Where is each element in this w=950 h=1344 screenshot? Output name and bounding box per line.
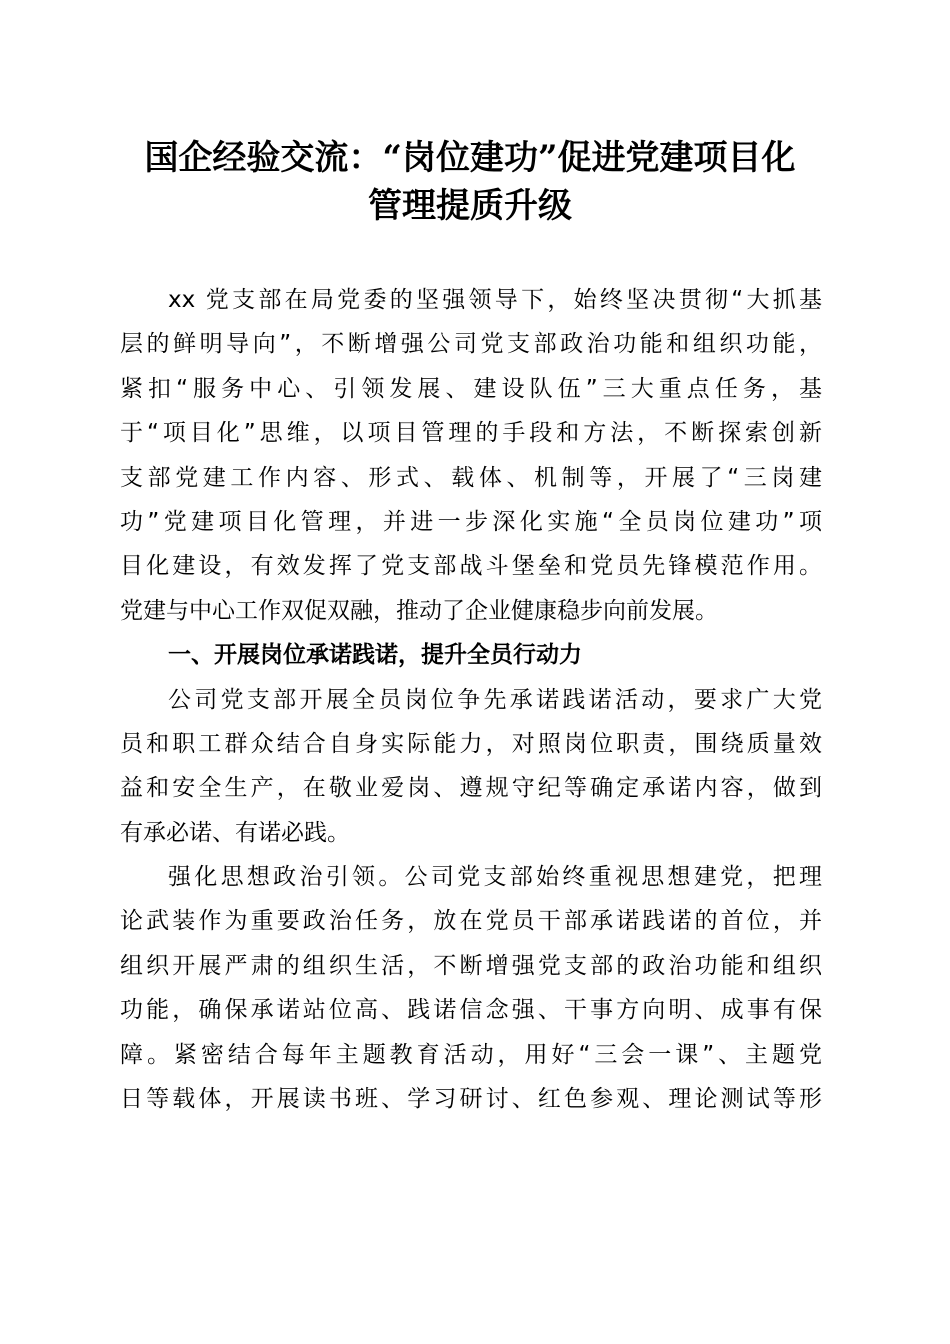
document-body bbox=[120, 278, 822, 1121]
text-line: 支部党建工作内容、形式、载体、机制等，开展了“三岗建 bbox=[120, 464, 822, 491]
document-title bbox=[110, 134, 830, 230]
text-line: 障。紧密结合每年主题教育活动，用好“三会一课”、主题党 bbox=[120, 1041, 822, 1068]
paragraph-commitment bbox=[120, 678, 822, 856]
text-line: 员和职工群众结合自身实际能力，对照岗位职责，围绕质量效 bbox=[120, 730, 822, 757]
text-line: 功”党建项目化管理，并进一步深化实施“全员岗位建功”项 bbox=[120, 508, 822, 535]
text-line: 公司党支部开展全员岗位争先承诺践诺活动，要求广大党 bbox=[168, 686, 822, 713]
text-line: 益和安全生产，在敬业爱岗、遵规守纪等确定承诺内容，做到 bbox=[120, 775, 822, 802]
text-line: 层的鲜明导向”，不断增强公司党支部政治功能和组织功能， bbox=[120, 331, 822, 358]
heading-text: 一、开展岗位承诺践诺，提升全员行动力 bbox=[168, 642, 582, 669]
paragraph-ideology bbox=[120, 855, 822, 1121]
title-line-1: 国企经验交流：“岗位建功”促进党建项目化 bbox=[144, 138, 796, 178]
text-line: 功能，确保承诺站位高、践诺信念强、干事方向明、成事有保 bbox=[120, 997, 822, 1024]
text-line: 论武装作为重要政治任务，放在党员干部承诺践诺的首位，并 bbox=[120, 908, 822, 935]
text-line: 日等载体，开展读书班、学习研讨、红色参观、理论测试等形 bbox=[120, 1086, 822, 1113]
text-line: 目化建设，有效发挥了党支部战斗堡垒和党员先锋模范作用。 bbox=[120, 553, 822, 580]
text-line: 党建与中心工作双促双融，推动了企业健康稳步向前发展。 bbox=[120, 597, 718, 624]
text-line: 组织开展严肃的组织生活，不断增强党支部的政治功能和组织 bbox=[120, 952, 822, 979]
paragraph-intro bbox=[120, 278, 822, 633]
text-line: 强化思想政治引领。公司党支部始终重视思想建党，把理 bbox=[168, 864, 822, 891]
section-heading-1 bbox=[120, 633, 822, 677]
text-line: 有承必诺、有诺必践。 bbox=[120, 819, 350, 846]
title-line-2: 管理提质升级 bbox=[368, 186, 572, 226]
text-line: xx 党支部在局党委的坚强领导下，始终坚决贯彻“大抓基 bbox=[168, 287, 822, 313]
text-line: 于“项目化”思维，以项目管理的手段和方法，不断探索创新 bbox=[120, 420, 822, 447]
text-line: 紧扣“服务中心、引领发展、建设队伍”三大重点任务，基 bbox=[120, 375, 822, 402]
